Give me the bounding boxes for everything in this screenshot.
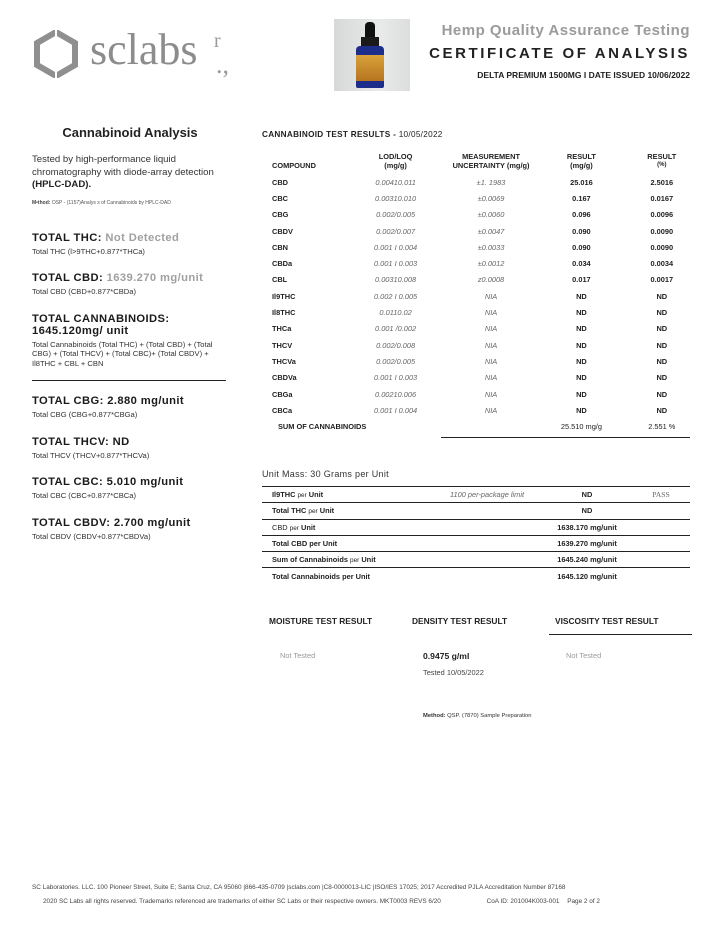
result-pct: ND <box>656 356 668 366</box>
density-method <box>423 711 533 721</box>
coa-title: CERTIFICATE OF ANALYSIS <box>429 45 690 62</box>
result-mg-g: ND <box>576 324 587 334</box>
unit-mass-label-unit: Unit <box>300 522 316 532</box>
method-label: M•thod: <box>32 199 51 206</box>
logo-trail: ., <box>216 50 229 79</box>
result-mg-g: 0.167 <box>572 193 591 203</box>
total-value: Not Detected <box>105 231 180 244</box>
unit-mass-label-unit: Unit <box>361 555 376 565</box>
moisture-title: MOISTURE TEST RESULT <box>269 616 373 626</box>
compound-name: THCVa <box>272 356 296 366</box>
compound-name: CBN <box>272 242 289 252</box>
total-heading <box>32 436 228 448</box>
footer-copyright <box>43 898 600 905</box>
table-row <box>262 272 702 288</box>
table-row <box>262 207 702 223</box>
totals-list <box>32 232 228 542</box>
unit-mass-label <box>262 503 432 519</box>
unit-mass-label-per: per <box>297 492 307 500</box>
unit-mass-label-main: CBD <box>272 522 288 532</box>
table-row <box>262 190 702 206</box>
unit-mass-limit <box>432 519 542 535</box>
compound-name: CBDV <box>272 226 293 236</box>
uncertainty: z0.0008 <box>477 275 505 285</box>
unit-mass-label-main: Total THC <box>272 506 307 516</box>
total-value: ND <box>112 435 130 448</box>
left-column <box>32 125 228 541</box>
unit-mass-status <box>632 568 690 584</box>
column-header <box>541 152 621 174</box>
result-pct: ND <box>656 291 668 301</box>
column-header <box>622 152 702 174</box>
lod-loq: 0.002/0.007 <box>376 226 416 236</box>
cannabinoid-results-table <box>262 152 702 435</box>
unit-mass-label <box>262 568 432 584</box>
result-mg-g: ND <box>576 373 587 383</box>
compound-name: CBL <box>272 275 288 285</box>
analysis-description-text: Tested by high-performance liquid chromatography with diode-array detection <box>32 154 214 178</box>
result-pct: 0.0096 <box>650 210 674 220</box>
table-row <box>262 370 702 386</box>
sum-row <box>262 418 702 434</box>
unit-mass-label <box>262 519 432 535</box>
table-row <box>262 321 702 337</box>
analysis-description <box>32 154 228 192</box>
total-heading <box>32 232 228 244</box>
result-pct: 0.0017 <box>650 275 674 285</box>
lod-loq: 0.001 I 0.003 <box>374 259 418 269</box>
unit-mass-status: PASS <box>632 487 690 503</box>
lod-loq: 0.002/0.005 <box>376 356 416 366</box>
result-mg-g: ND <box>576 308 587 318</box>
unit-mass-title: Unit Mass: 30 Grams per Unit <box>262 469 389 479</box>
unit-mass-row <box>262 519 690 535</box>
lod-loq: 0.001 /0.002 <box>375 324 417 334</box>
unit-mass-value: ND <box>542 503 632 519</box>
table-row <box>262 223 702 239</box>
result-pct: ND <box>656 405 668 415</box>
uncertainty: ±0.0033 <box>477 242 505 252</box>
total-heading <box>32 313 228 337</box>
table-row <box>262 402 702 418</box>
lod-loq: 0.00310.008 <box>375 275 417 285</box>
method-text: OSP - (1157)Analys s of Cannabinoids by HPLC-DAD <box>51 199 171 206</box>
total-value: 1645.120mg/ unit <box>32 324 129 337</box>
table-row <box>262 304 702 320</box>
total-label: TOTAL THC: <box>32 231 102 244</box>
total-formula: Total CBC (CBC+0.877*CBCa) <box>32 491 137 500</box>
total-value: 5.010 mg/unit <box>106 476 184 488</box>
lod-loq: 0.00210.006 <box>375 389 417 399</box>
lod-loq: 0.002 I 0.005 <box>374 291 418 301</box>
unit-mass-row <box>262 487 690 503</box>
result-pct: ND <box>656 308 668 318</box>
unit-mass-label-unit: Unit <box>319 506 335 516</box>
result-pct: 0.0034 <box>650 259 674 269</box>
lod-loq: 0.001 I 0.003 <box>374 373 418 383</box>
column-header-line: MEASUREMENT <box>462 152 520 161</box>
unit-mass-limit <box>432 568 542 584</box>
result-mg-g: ND <box>576 405 587 415</box>
unit-mass-status <box>632 503 690 519</box>
uncertainty: ±0.0012 <box>477 259 505 269</box>
compound-name: CBCa <box>272 405 293 415</box>
footer-coa-id: CoA ID: 201004K003-001 <box>486 898 560 905</box>
unit-mass-label-main: Total Cannabinoids per Unit <box>272 571 370 581</box>
total-block <box>32 313 228 369</box>
result-mg-g: 0.017 <box>572 275 591 285</box>
total-heading <box>32 476 228 488</box>
total-label: TOTAL CBD: <box>32 272 104 284</box>
result-pct: ND <box>656 340 668 350</box>
total-block <box>32 517 228 542</box>
result-pct: 0.0090 <box>650 242 674 252</box>
results-date: 10/05/2022 <box>398 130 443 139</box>
hexagon-logo-icon <box>34 30 78 78</box>
result-mg-g: 0.096 <box>572 210 591 220</box>
unit-mass-value: 1639.270 mg/unit <box>542 535 632 551</box>
footer-copyright-text: 2020 SC Labs all rights reserved. Trademarks referenced are trademarks of either SC Labs or their respective owners. MKT0003 REVS 6/20 <box>43 898 441 905</box>
column-header-line: RESULT <box>566 152 596 161</box>
unit-mass-status <box>632 535 690 551</box>
total-formula: Total CBD (CBD+0.877*CBDa) <box>32 287 137 296</box>
result-pct: 2.5016 <box>650 177 674 187</box>
total-formula: Total THCV (THCV+0.877*THCVa) <box>32 450 150 460</box>
result-pct: 0.0090 <box>650 226 674 236</box>
uncertainty: NIA <box>484 291 498 301</box>
total-value: 2.700 mg/unit <box>113 516 191 529</box>
table-row <box>262 353 702 369</box>
compound-name: CBC <box>272 193 289 203</box>
lod-loq: 0.00410.011 <box>375 177 416 187</box>
sum-pct: 2.551 % <box>648 422 676 432</box>
sclabs-logo <box>32 25 232 80</box>
uncertainty: NIA <box>484 308 498 318</box>
total-label: TOTAL CBC: <box>32 476 104 488</box>
result-mg-g: 0.090 <box>572 226 591 236</box>
viscosity-value: Not Tested <box>566 651 602 660</box>
unit-mass-row <box>262 568 690 584</box>
column-header <box>441 152 541 174</box>
unit-mass-label-per: per <box>308 508 318 516</box>
column-header-line: COMPOUND <box>272 161 316 170</box>
analysis-title: Cannabinoid Analysis <box>62 125 198 140</box>
column-header-line: RESULT <box>647 152 677 161</box>
density-method-text: QSP. (7870) Sample Preparation <box>447 713 532 719</box>
table-row <box>262 239 702 255</box>
moisture-value: Not Tested <box>280 651 316 660</box>
total-heading <box>32 272 228 284</box>
unit-mass-status <box>632 552 690 568</box>
unit-mass-limit <box>432 503 542 519</box>
density-method-label: Method: <box>423 713 446 719</box>
unit-mass-label <box>262 487 432 503</box>
unit-mass-row <box>262 503 690 519</box>
density-value: 0.9475 g/ml <box>423 651 470 661</box>
viscosity-underline <box>549 634 692 635</box>
compound-name: Il9THC <box>272 291 296 301</box>
sum-label: SUM OF CANNABINOIDS <box>278 422 367 432</box>
density-tested-date: Tested 10/05/2022 <box>423 668 484 677</box>
unit-mass-label-main: Il9THC <box>272 490 296 500</box>
results-title-text: CANNABINOID TEST RESULTS - <box>262 130 397 139</box>
result-pct: ND <box>656 324 668 334</box>
total-block <box>32 232 228 257</box>
table-row <box>262 174 702 190</box>
unit-mass-row <box>262 552 690 568</box>
column-header-line: (%) <box>657 162 667 168</box>
product-photo <box>334 19 410 91</box>
result-pct: ND <box>656 389 668 399</box>
totals-divider <box>32 380 226 381</box>
uncertainty: NIA <box>484 340 498 350</box>
table-row <box>262 337 702 353</box>
result-mg-g: ND <box>576 291 587 301</box>
column-header <box>262 152 350 174</box>
column-header-line: UNCERTAINTY (mg/g) <box>452 161 530 170</box>
uncertainty: NIA <box>484 373 498 383</box>
viscosity-title: VISCOSITY TEST RESULT <box>555 616 659 626</box>
total-label: TOTAL CBG: <box>32 395 104 407</box>
table-row <box>262 255 702 271</box>
table-row <box>262 288 702 304</box>
total-value: 2.880 mg/unit <box>107 395 184 407</box>
unit-mass-label-main: Sum of Cannabinoids <box>272 555 348 565</box>
result-mg-g: ND <box>576 356 587 366</box>
results-header-row <box>262 152 702 174</box>
result-pct: 0.0167 <box>650 193 674 203</box>
coa-subtitle: DELTA PREMIUM 1500MG I DATE ISSUED 10/06/2022 <box>477 70 690 80</box>
lod-loq: 0.001 I 0.004 <box>374 405 418 415</box>
result-mg-g: 0.034 <box>572 259 591 269</box>
unit-mass-limit <box>432 552 542 568</box>
total-block <box>32 476 228 501</box>
bottle-label <box>356 55 384 81</box>
uncertainty: ±0.0069 <box>477 193 505 203</box>
lod-loq: 0.002/0.008 <box>376 340 416 350</box>
unit-mass-label <box>262 552 432 568</box>
unit-mass-label-per: per <box>289 524 299 532</box>
lod-loq: 0.00310.010 <box>375 193 417 203</box>
unit-mass-label-unit: Unit <box>308 490 324 500</box>
total-label: TOTAL THCV: <box>32 435 110 448</box>
unit-mass-value: 1645.120 mg/unit <box>557 571 617 581</box>
dropper-cap <box>365 22 375 38</box>
sum-underline <box>441 437 690 438</box>
result-mg-g: ND <box>576 389 587 399</box>
compound-name: THCa <box>272 324 292 334</box>
total-formula: Total CBDV (CBDV+0.877*CBDVa) <box>32 531 151 541</box>
compound-name: Il8THC <box>272 308 296 318</box>
total-label: TOTAL CBDV: <box>32 516 111 529</box>
table-row <box>262 386 702 402</box>
lod-loq: 0.002/0.005 <box>376 210 416 220</box>
unit-mass-label-main: Total CBD per Unit <box>272 539 338 549</box>
unit-mass-limit: 1100 per-package limit <box>432 487 542 503</box>
uncertainty: NIA <box>484 324 498 334</box>
uncertainty: ±0.0047 <box>477 226 505 236</box>
density-title: DENSITY TEST RESULT <box>412 616 508 626</box>
compound-name: CBGa <box>272 389 293 399</box>
total-formula: Total THC (l>9THC+0.877*THCa) <box>32 246 145 256</box>
results-body <box>262 174 702 418</box>
results-title <box>262 130 443 139</box>
analysis-description-bold: (HPLC-DAD). <box>32 179 92 190</box>
unit-mass-body <box>262 487 690 584</box>
column-header-line: (mg/g) <box>384 161 407 170</box>
unit-mass-value: 1645.240 mg/unit <box>542 552 632 568</box>
total-formula: Total CBG (CBG+0.877*CBGa) <box>32 410 138 419</box>
result-pct: ND <box>656 373 668 383</box>
uncertainty: ±0.0060 <box>477 210 505 220</box>
unit-mass-row <box>262 535 690 551</box>
logo-wordmark: sclabs <box>90 25 198 74</box>
sum-mg-g: 25.510 mg/g <box>560 422 602 432</box>
uncertainty: NIA <box>484 356 498 366</box>
total-heading <box>32 395 228 407</box>
unit-mass-label <box>262 535 432 551</box>
footer-address: SC Laboratories. LLC. 100 Pioneer Street, Suite E; Santa Cruz, CA 95060 |866-435-0709 |sclabs.com |C8-0000013-LIC |ISO/IES 17025; 2017 Accredited PJLA Accreditation Number 87168 <box>32 884 566 891</box>
total-heading <box>32 517 228 529</box>
compound-name: CBG <box>272 210 289 220</box>
unit-mass-value: ND <box>542 487 632 503</box>
compound-name: CBDVa <box>272 373 297 383</box>
compound-name: CBDa <box>272 259 293 269</box>
total-block <box>32 436 228 461</box>
uncertainty: ±1. 1983 <box>476 177 506 187</box>
unit-mass-label-per: per <box>350 557 360 565</box>
unit-mass-status <box>632 519 690 535</box>
lod-loq: 0.0110.02 <box>379 308 412 318</box>
hq-title: Hemp Quality Assurance Testing <box>441 22 690 39</box>
compound-name: THCV <box>272 340 293 350</box>
result-mg-g: ND <box>576 340 587 350</box>
analysis-method <box>32 200 228 206</box>
result-mg-g: 25.016 <box>570 177 593 187</box>
unit-mass-value: 1638.170 mg/unit <box>542 519 632 535</box>
uncertainty: NIA <box>484 405 498 415</box>
footer-page-number: Page 2 of 2 <box>567 898 600 905</box>
total-value: 1639.270 mg/unit <box>106 272 204 284</box>
column-header <box>350 152 440 174</box>
unit-mass-limit <box>432 535 542 551</box>
total-block <box>32 272 228 297</box>
uncertainty: NIA <box>484 389 498 399</box>
total-label: TOTAL CANNABINOIDS: <box>32 312 170 325</box>
logo-registered-mark: r <box>214 30 221 52</box>
column-header-line: LOD/LOQ <box>378 152 413 161</box>
column-header-line: (mg/g) <box>570 161 593 170</box>
result-mg-g: 0.090 <box>572 242 591 252</box>
unit-mass-table <box>262 486 690 584</box>
lod-loq: 0.001 I 0.004 <box>374 242 418 252</box>
total-formula: Total Cannabinoids (Total THC) + (Total CBD) + (Total CBG) + (Total THCV) + (Total CBC)+ (Total CBDV) + Il8THC + CBL + CBN <box>32 339 213 368</box>
compound-name: CBD <box>272 177 289 187</box>
total-block <box>32 395 228 420</box>
